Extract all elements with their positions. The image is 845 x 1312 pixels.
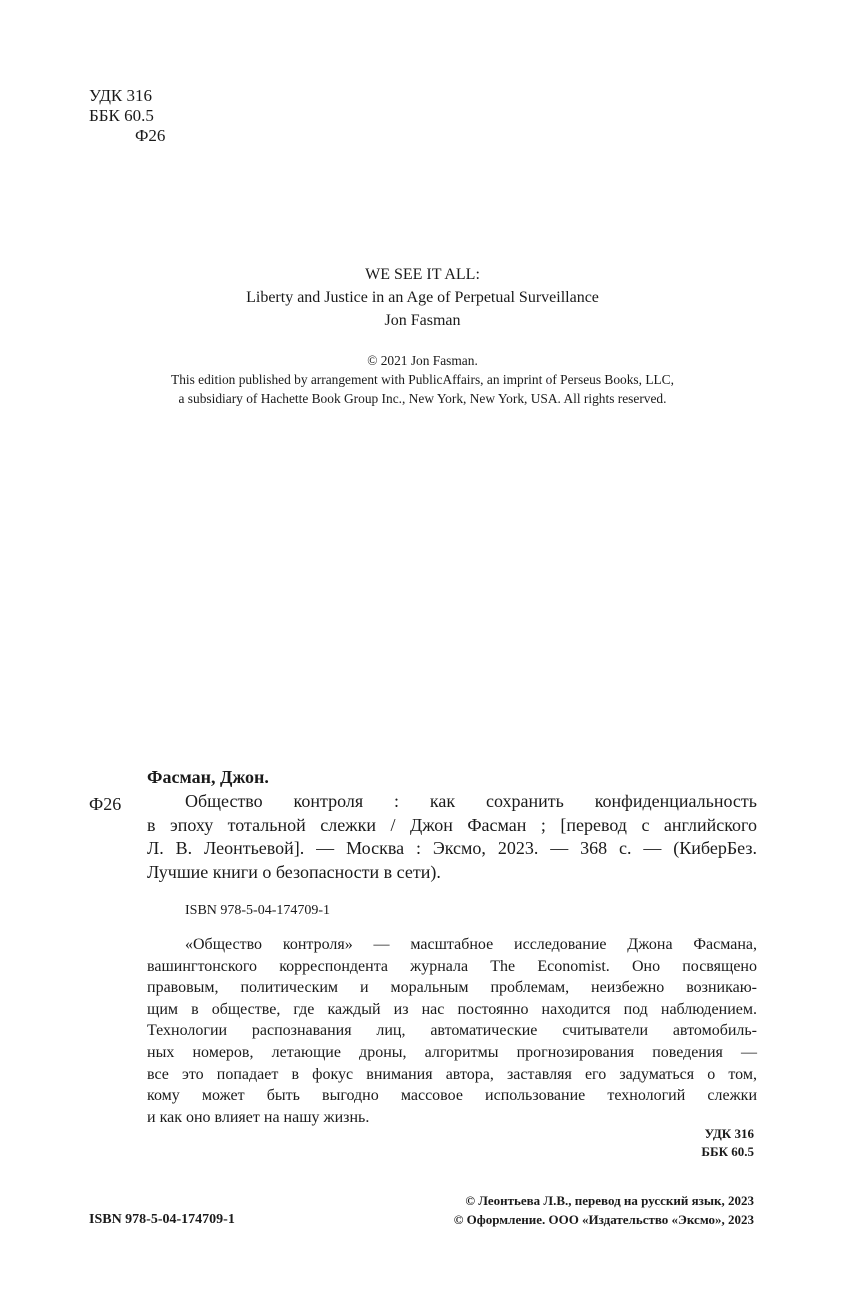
original-copyright-line: This edition published by arrangement with PublicAffairs, an imprint of Perseus Books, LLC,	[171, 372, 674, 387]
annotation-line: «Общество контроля» — масштабное исследование Джона Фасмана,	[185, 936, 757, 953]
original-subtitle: Liberty and Justice in an Age of Perpetual Surveillance	[246, 289, 599, 306]
original-title: WE SEE IT ALL:	[365, 266, 480, 283]
original-author: Jon Fasman	[384, 312, 461, 329]
annotation-line: правовым, политическим и моральным проблемам, неизбежно возникаю-	[147, 979, 757, 997]
translation-copyright: © Леонтьева Л.В., перевод на русский язык, 2023	[465, 1193, 754, 1208]
description-line: Общество контроля : как сохранить конфиденциальность	[185, 791, 757, 811]
annotation-line: и как оно влияет на нашу жизнь.	[147, 1108, 370, 1126]
annotation	[147, 934, 757, 1128]
catalog-description	[147, 790, 757, 884]
annotation-line: все это попадает в фокус внимания автора, заставляя его задуматься о том,	[147, 1065, 757, 1083]
catalog-author-sign: Ф26	[89, 794, 122, 814]
footer-isbn: ISBN 978-5-04-174709-1	[89, 1212, 235, 1227]
annotation-line: ных номеров, летающие дроны, алгоритмы прогнозирования поведения —	[147, 1043, 757, 1061]
annotation-line: вашингтонского корреспондента журнала The Economist. Оно посвящено	[147, 957, 757, 975]
author-sign-code: Ф26	[135, 126, 166, 145]
annotation-line: щим в обществе, где каждый из нас постоянно находится под наблюдением.	[147, 1000, 757, 1018]
catalog-isbn: ISBN 978-5-04-174709-1	[185, 903, 331, 918]
description-line: Л. В. Леонтьевой]. — Москва : Эксмо, 2023. — 368 с. — (КиберБез.	[147, 838, 757, 858]
catalog-author-heading: Фасман, Джон.	[147, 767, 269, 787]
bbk-code: ББК 60.5	[89, 106, 154, 125]
udk-code: УДК 316	[89, 86, 153, 105]
catalog-udk: УДК 316	[704, 1126, 754, 1141]
original-copyright-line: a subsidiary of Hachette Book Group Inc., New York, New York, USA. All rights reserved.	[178, 391, 667, 406]
catalog-bbk: ББК 60.5	[701, 1144, 754, 1159]
design-copyright: © Оформление. ООО «Издательство «Эксмо», 2023	[453, 1212, 754, 1227]
annotation-line: кому может быть выгодно массовое использование технологий слежки	[147, 1087, 757, 1105]
original-copyright-line: © 2021 Jon Fasman.	[367, 353, 478, 368]
annotation-line: Технологии распознавания лиц, автоматические считыватели автомобиль-	[147, 1022, 757, 1040]
description-line: Лучшие книги о безопасности в сети).	[147, 861, 441, 882]
description-line: в эпоху тотальной слежки / Джон Фасман ; [перевод с английского	[147, 814, 757, 835]
